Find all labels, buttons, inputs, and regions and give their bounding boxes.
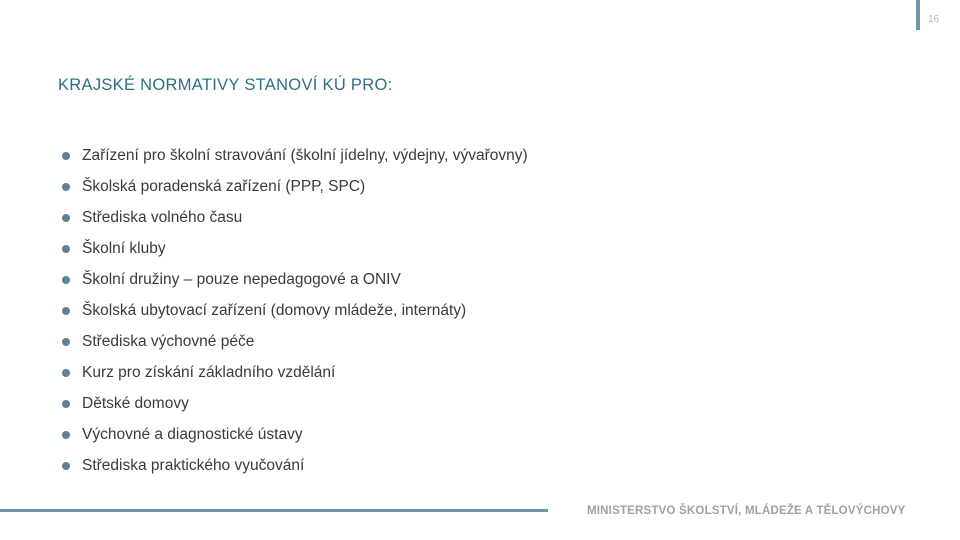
bullet-dot-icon [62, 245, 70, 253]
bullet-dot-icon [62, 462, 70, 470]
list-item-label: Školní družiny – pouze nepedagogové a ONIV [82, 270, 401, 288]
list-item [62, 140, 528, 171]
bullet-list [62, 140, 528, 481]
bullet-dot-icon [62, 152, 70, 160]
slide-title: KRAJSKÉ NORMATIVY STANOVÍ KÚ PRO: [58, 76, 393, 94]
list-item-label: Střediska volného času [82, 208, 243, 226]
footer-divider [0, 509, 548, 512]
list-item [62, 388, 528, 419]
bullet-dot-icon [62, 214, 70, 222]
list-item [62, 419, 528, 450]
list-item [62, 202, 528, 233]
bullet-dot-icon [62, 183, 70, 191]
list-item [62, 450, 528, 481]
list-item-label: Střediska výchovné péče [82, 332, 255, 350]
list-item [62, 264, 528, 295]
list-item-label: Zařízení pro školní stravování (školní jídelny, výdejny, vývařovny) [82, 146, 528, 164]
bullet-dot-icon [62, 400, 70, 408]
bullet-dot-icon [62, 276, 70, 284]
list-item-label: Školní kluby [82, 239, 166, 257]
page-number: 16 [928, 14, 940, 25]
bullet-dot-icon [62, 338, 70, 346]
list-item-label: Dětské domovy [82, 394, 189, 412]
list-item [62, 171, 528, 202]
ministry-logo-text: MINISTERSTVO ŠKOLSTVÍ, MLÁDEŽE A TĚLOVÝCHOVY [587, 505, 906, 517]
list-item [62, 326, 528, 357]
bullet-dot-icon [62, 307, 70, 315]
list-item-label: Školská ubytovací zařízení (domovy mládeže, internáty) [82, 301, 467, 319]
list-item-label: Střediska praktického vyučování [82, 456, 305, 474]
bullet-dot-icon [62, 369, 70, 377]
list-item [62, 233, 528, 264]
list-item [62, 295, 528, 326]
list-item-label: Kurz pro získání základního vzdělání [82, 363, 336, 381]
bullet-dot-icon [62, 431, 70, 439]
page-number-bar [916, 0, 920, 30]
list-item-label: Školská poradenská zařízení (PPP, SPC) [82, 177, 366, 195]
list-item-label: Výchovné a diagnostické ústavy [82, 425, 303, 443]
list-item [62, 357, 528, 388]
